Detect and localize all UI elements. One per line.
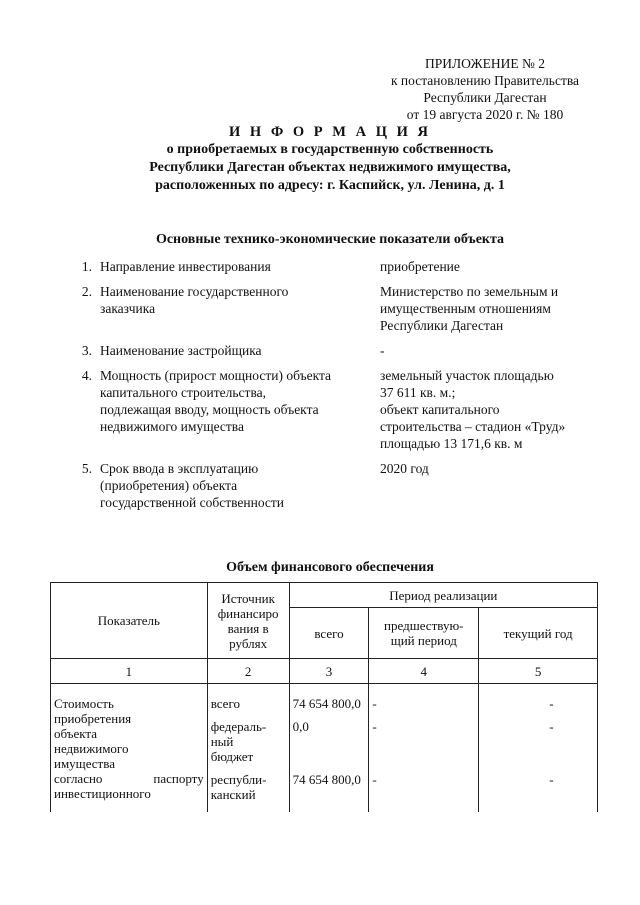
appendix-region: Республики Дагестан <box>423 90 547 105</box>
indicator-value-line: - <box>380 343 385 358</box>
appendix-ref: к постановлению Правительства <box>390 73 580 88</box>
header-previous-line: предшествую- <box>384 618 464 633</box>
indicator-label-line: (приобретения) объекта <box>100 478 238 493</box>
indicator-number: 2. <box>81 284 92 299</box>
heading-line-3: расположенных по адресу: г. Каспийск, ул. Ленина, д. 1 <box>155 178 505 193</box>
source-value <box>211 696 286 719</box>
indicator-label <box>100 258 370 275</box>
indicator-label-line: капитального строительства, <box>100 385 267 400</box>
indicator-row <box>60 258 620 275</box>
document-heading <box>60 123 600 195</box>
document-title: И Н Ф О Р М А Ц И Я <box>229 124 431 140</box>
row-label <box>51 684 208 813</box>
indicator-row <box>60 283 620 334</box>
indicator-value <box>370 283 620 334</box>
indicator-value-line: строительства – стадион «Труд» <box>380 419 566 434</box>
appendix-date: от 19 августа 2020 г. № 180 <box>406 107 564 122</box>
column-number: 4 <box>369 659 479 684</box>
row-label-line: Стоимость <box>54 696 114 711</box>
indicator-value-line: Министерство по земельным и <box>380 284 559 299</box>
current-value: - <box>549 696 554 711</box>
source-value <box>211 772 286 810</box>
heading-line-1: о приобретаемых в государственную собственность <box>166 142 494 157</box>
column-number: 1 <box>51 659 208 684</box>
indicator-label-line: Срок ввода в эксплуатацию <box>100 461 259 476</box>
indicator-value <box>370 460 620 511</box>
indicator-value-line: объект капитального <box>380 402 500 417</box>
source-line: федераль- <box>210 719 267 734</box>
header-source-line: Источник <box>221 590 275 606</box>
indicator-value-line: приобретение <box>380 259 460 274</box>
header-source-line: рублях <box>229 635 268 651</box>
indicator-value-line: земельный участок площадью <box>380 368 554 383</box>
indicator-number: 1. <box>81 259 92 274</box>
appendix-number: ПРИЛОЖЕНИЕ № 2 <box>424 56 546 71</box>
indicator-label <box>100 367 370 452</box>
indicator-label-line: Наименование застройщика <box>100 343 262 358</box>
indicator-value-line: площадью 13 171,6 кв. м <box>380 436 523 451</box>
source-line: бюджет <box>210 749 254 764</box>
indicator-label-line: подлежащая вводу, мощность объекта <box>100 402 319 417</box>
current-cell <box>479 684 598 813</box>
indicator-label-line: заказчика <box>100 301 156 316</box>
indicator-label-line: государственной собственности <box>100 495 285 510</box>
row-label-line: объекта <box>54 726 98 741</box>
column-number: 2 <box>207 659 289 684</box>
indicators-title: Основные технико-экономические показатели объекта <box>155 232 505 247</box>
row-label-line: приобретения <box>54 711 132 726</box>
indicator-row <box>60 342 620 359</box>
row-label-line: согласно паспорту <box>54 771 204 786</box>
appendix-block <box>360 55 610 123</box>
source-line: республи- <box>210 772 267 787</box>
previous-value: - <box>372 696 377 711</box>
heading-line-2: Республики Дагестан объектах недвижимого имущества, <box>149 160 511 175</box>
previous-cell <box>369 684 479 813</box>
column-number: 3 <box>289 659 369 684</box>
header-source-line: вания в <box>227 620 269 636</box>
indicator-label-line: Наименование государственного <box>100 284 289 299</box>
column-number: 5 <box>479 659 598 684</box>
indicator-value-line: 2020 год <box>380 461 429 476</box>
indicator-label-line: Направление инвестирования <box>100 259 271 274</box>
total-value: 0,0 <box>292 719 309 734</box>
indicator-value <box>370 258 620 275</box>
source-cell <box>207 684 289 813</box>
current-value: - <box>549 719 554 734</box>
row-label-line: инвестиционного <box>54 786 151 801</box>
header-previous <box>369 608 479 659</box>
header-total: всего <box>289 608 369 659</box>
indicator-label <box>100 283 370 334</box>
header-source <box>207 583 289 659</box>
indicator-value-line: Республики Дагестан <box>380 318 504 333</box>
previous-value: - <box>372 772 377 787</box>
current-value: - <box>549 772 554 787</box>
total-value: 74 654 800,0 <box>292 772 361 787</box>
indicator-number: 5. <box>81 461 92 476</box>
indicator-value-line: 37 611 кв. м.; <box>380 385 456 400</box>
previous-value: - <box>372 719 377 734</box>
indicator-number: 4. <box>81 368 92 383</box>
indicator-label-line: недвижимого имущества <box>100 419 244 434</box>
finance-title: Объем финансового обеспечения <box>226 560 434 575</box>
header-current: текущий год <box>479 608 598 659</box>
source-value <box>211 719 286 772</box>
indicator-value-line: имущественным отношениям <box>380 301 551 316</box>
column-numbers-row <box>51 659 598 684</box>
indicator-row <box>60 367 620 452</box>
source-line: всего <box>210 696 240 711</box>
table-row <box>51 684 598 813</box>
source-line: канский <box>210 787 256 802</box>
indicator-label <box>100 460 370 511</box>
indicator-row <box>60 460 620 511</box>
row-label-line: недвижимого <box>54 741 129 756</box>
finance-table <box>50 582 598 812</box>
indicator-label-line: Мощность (прирост мощности) объекта <box>100 368 332 383</box>
header-source-line: финансиро <box>217 605 279 621</box>
row-label-line: имущества <box>54 756 115 771</box>
indicators-list <box>60 258 620 519</box>
indicator-number: 3. <box>81 343 92 358</box>
indicator-label <box>100 342 370 359</box>
indicator-value <box>370 342 620 359</box>
total-cell <box>289 684 369 813</box>
header-indicator: Показатель <box>51 583 208 659</box>
source-line: ный <box>210 734 234 749</box>
header-previous-line: щий период <box>390 633 457 648</box>
indicator-value <box>370 367 620 452</box>
total-value: 74 654 800,0 <box>292 696 361 711</box>
header-period: Период реализации <box>289 583 597 608</box>
